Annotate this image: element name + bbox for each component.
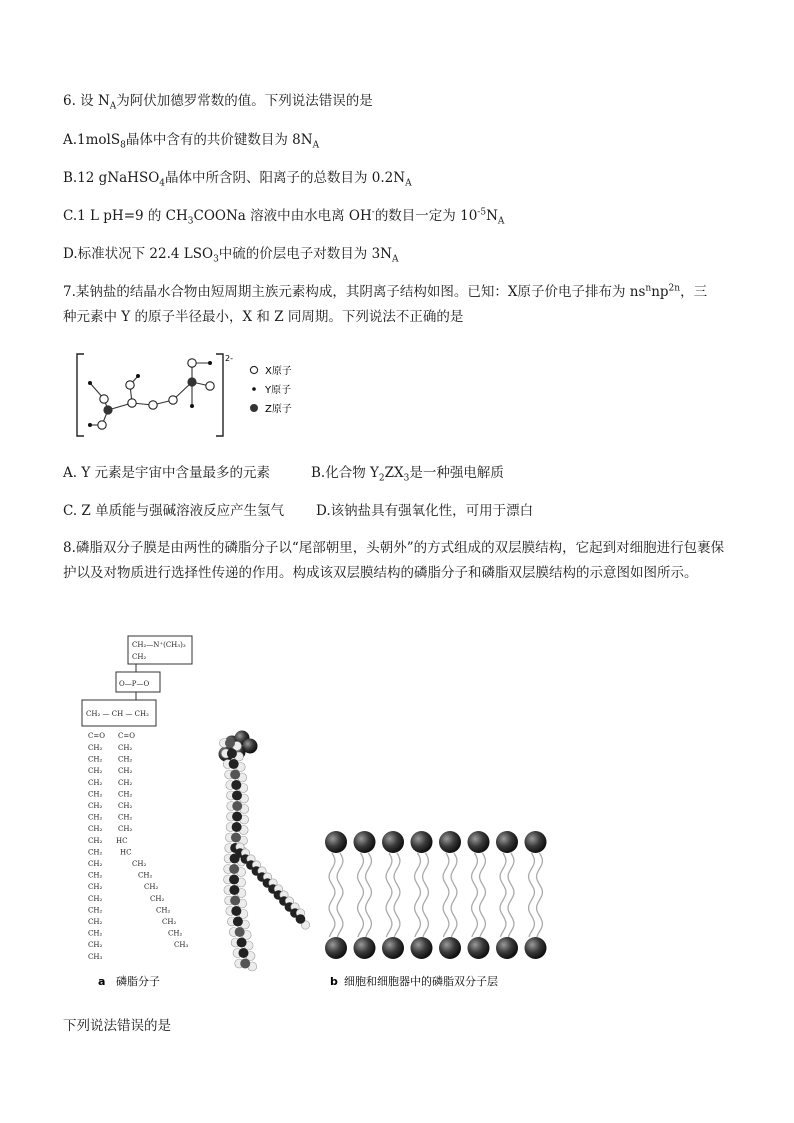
lipid-tail <box>500 853 506 937</box>
lipid-head-top <box>468 831 490 853</box>
chain-ch2-label: CH₂ <box>88 894 103 903</box>
carbon-atom <box>225 738 235 748</box>
lipid-head-top <box>382 831 404 853</box>
q7-option-b <box>311 464 504 482</box>
chain-ch2-label: CH₂ <box>162 918 177 926</box>
chain-ch2-label: CH₂ <box>118 802 133 810</box>
q6-d-sub: 3 <box>213 254 219 265</box>
carbon-atom <box>238 948 248 958</box>
chain-ch2-label: CH₂ <box>88 906 103 915</box>
legend-y-marker <box>252 387 256 391</box>
chain-ch2-label: CH₂ <box>88 929 103 938</box>
x-atom <box>100 395 108 403</box>
x-atom <box>188 359 196 367</box>
q7-stem-line1 <box>63 283 707 301</box>
lipid-tail <box>480 853 486 937</box>
x-atom <box>98 421 106 429</box>
carbon-atom <box>233 917 243 927</box>
q6-c-text-3: 的数目一定为 10 <box>374 208 478 224</box>
structural-formula <box>82 636 192 961</box>
chain-hc-label: HC <box>120 848 132 857</box>
chain-ch2-label: CH₂ <box>88 883 103 892</box>
caption-b-text: 细胞和细胞器中的磷脂双分子层 <box>344 975 498 988</box>
carbon-atom <box>237 938 247 948</box>
q6-d-text: D.标准状况下 22.4 LSO <box>63 246 214 262</box>
q8-footer: 下列说法错误的是 <box>63 1018 171 1034</box>
chain-ch2-label: CH₂ <box>156 906 171 915</box>
lipid-tail <box>415 853 421 937</box>
phosphate-label: O—P—O <box>119 680 150 688</box>
bond-lines <box>90 363 210 425</box>
chain-ch2-label: CH₂ <box>118 813 133 822</box>
x-atom <box>128 399 136 407</box>
carbon-atom <box>230 896 240 906</box>
carbon-atom <box>240 959 250 969</box>
chain-ch2-label: CH₂ <box>88 941 103 950</box>
q7-stem-text-3: ，三 <box>680 284 708 300</box>
q7-option-a: A. Y 元素是宇宙中含量最多的元素 <box>63 465 271 481</box>
lipid-head-bottom <box>382 937 404 959</box>
q6-d-sub-2: A <box>392 254 399 265</box>
carbon-atom <box>231 780 241 790</box>
carbon-atom <box>229 759 239 769</box>
q6-a-text: A.1molS <box>63 132 121 148</box>
q6-c-sup: - <box>371 207 375 218</box>
q6-stem-text: 6. 设 N <box>63 93 110 109</box>
q7-stem-text: 7.某钠盐的结晶水合物由短周期主族元素构成，其阴离子结构如图。已知：X原子价电子排布为 ns <box>63 284 646 300</box>
lipid-head-bottom <box>325 937 347 959</box>
lipid-tail <box>451 853 457 937</box>
lipid-head-top <box>411 831 433 853</box>
q6-option-c <box>63 207 504 225</box>
q8-stem: 8.磷脂双分子膜是由两性的磷脂分子以“尾部朝里，头朝外”的方式组成的双层膜结构，它起到对细胞进行包裹保护以及对物质进行选择性传递的作用。构成该双层膜结构的磷脂分子和磷脂双层膜结构的示意图如图所示。 <box>63 540 725 581</box>
q6-b-sub-2: A <box>405 178 412 189</box>
z-atom <box>103 405 112 414</box>
chain-ch2-label: CH₂ <box>118 744 133 752</box>
q7-option-d: D.该钠盐具有强氧化性，可用于漂白 <box>316 503 534 519</box>
q6-d-text-2: 中硫的价层电子对数目为 3N <box>218 246 392 262</box>
carbon-atom <box>232 822 242 832</box>
carbonyl-label: C=O <box>118 732 135 740</box>
lipid-tail <box>443 853 449 937</box>
choline-label: CH₂—N⁺(CH₃)₃ <box>132 641 186 649</box>
lipid-tail <box>386 853 392 937</box>
phospholipid-bilayer <box>325 831 547 959</box>
chain-hc-label: HC <box>116 836 128 845</box>
q6-option-d <box>63 245 399 263</box>
carbon-atom <box>227 749 237 759</box>
chain-ch2-label: CH₂ <box>118 755 133 764</box>
chain-ch2-label: CH₂ <box>118 767 133 776</box>
chain-ch2-label: CH₂ <box>88 778 103 787</box>
legend-x-marker <box>250 366 257 373</box>
charge-label: 2- <box>225 354 233 363</box>
carbon-atom <box>230 770 240 780</box>
x-atom <box>206 382 214 390</box>
chain-ch2-label: CH₂ <box>168 929 183 938</box>
q6-a-text-2: 晶体中含有的共价键数目为 8N <box>125 132 313 148</box>
lipid-tail <box>394 853 400 937</box>
q6-option-a <box>63 131 319 149</box>
lipid-head-bottom <box>354 937 376 959</box>
q6-option-b <box>63 169 412 187</box>
lipid-head-bottom <box>496 937 518 959</box>
chain-ch2-label: CH₂ <box>88 871 103 880</box>
y-atom <box>88 381 92 385</box>
chain-ch2-label: CH₂ <box>118 778 133 787</box>
q7-b-sub-2: 3 <box>403 473 410 484</box>
space-filling-model <box>219 731 310 972</box>
chain-ch2-label: CH₂ <box>132 860 147 868</box>
q6-c-sup-2: -5 <box>477 207 487 218</box>
carbon-atom <box>231 906 241 916</box>
caption-a-label: a <box>98 975 106 988</box>
chain-ch2-label: CH₂ <box>88 825 103 834</box>
q6-c-text: C.1 L pH=9 的 CH <box>63 208 188 224</box>
q7-option-c: C. Z 单质能与强碱溶液反应产生氢气 <box>63 503 285 519</box>
choline-ch2-label: CH₂ <box>132 653 147 661</box>
chain-ch3-label: CH₃ <box>88 952 103 961</box>
chain-ch2-label: CH₂ <box>88 755 103 764</box>
atoms <box>88 359 214 429</box>
q6-c-text-4: N <box>486 208 498 224</box>
lipid-head-bottom <box>468 937 490 959</box>
chain-ch2-label: CH₂ <box>150 894 165 903</box>
lipid-head-top <box>354 831 376 853</box>
q7-b-sub: 2 <box>378 473 385 484</box>
q7-stem-sup: n <box>645 283 652 294</box>
q7-stem-sup-2: 2n <box>668 283 681 294</box>
x-atom <box>149 401 157 409</box>
lipid-tail <box>529 853 535 937</box>
q7-b-text: B.化合物 Y <box>311 465 379 481</box>
legend-z-label: Z原子 <box>265 404 292 415</box>
q6-b-sub: 4 <box>159 178 166 189</box>
lipid-head-top <box>525 831 547 853</box>
carbon-atom <box>235 927 245 937</box>
carbon-atom <box>232 812 242 822</box>
q6-stem-text-2: 为阿伏加德罗常数的值。下列说法错误的是 <box>116 93 373 109</box>
lipid-head-bottom <box>411 937 433 959</box>
caption-b-label: b <box>330 975 338 988</box>
legend-y-label: Y原子 <box>265 385 292 396</box>
lipid-head-top <box>325 831 347 853</box>
q7-b-text-3: 是一种强电解质 <box>409 465 504 481</box>
phospholipid-figure <box>80 628 580 993</box>
q7-b-text-2: ZX <box>384 465 404 481</box>
x-atom <box>169 396 177 404</box>
chain-ch2-label: CH₂ <box>118 825 133 834</box>
lipid-head-bottom <box>439 937 461 959</box>
chain-ch2-label: CH₂ <box>88 918 103 926</box>
lipid-tail <box>423 853 429 937</box>
legend-z-marker <box>250 404 258 412</box>
chain-ch2-label: CH₂ <box>88 802 103 810</box>
chain-ch2-label: CH₂ <box>88 767 103 776</box>
lipid-tail <box>537 853 543 937</box>
lipid-tail <box>337 853 343 937</box>
q6-b-text-2: 晶体中所含阴、阳离子的总数目为 0.2N <box>165 170 406 186</box>
q6-stem-sub: A <box>109 101 117 112</box>
chain-ch2-label: CH₂ <box>88 744 103 752</box>
chain-ch2-label: CH₂ <box>144 883 159 892</box>
chain-ch2-label: CH₂ <box>88 813 103 822</box>
chain-ch2-label: CH₂ <box>88 848 103 857</box>
lipid-tail <box>508 853 514 937</box>
lipid-head-top <box>496 831 518 853</box>
chain-ch2-label: CH₂ <box>118 790 133 799</box>
carbon-atom <box>231 833 241 843</box>
y-atom <box>208 361 212 365</box>
y-atom <box>136 374 140 378</box>
y-atom <box>190 404 194 408</box>
q6-c-text-2: COONa 溶液中由水电离 OH <box>193 208 372 224</box>
carbon-atom <box>232 801 242 811</box>
y-atom <box>88 423 92 427</box>
carbon-atom <box>229 885 239 895</box>
q6-b-text: B.12 gNaHSO <box>63 170 160 186</box>
chain-ch2-label: CH₂ <box>88 860 103 868</box>
q7-stem-text-2: np <box>651 284 669 300</box>
chain-ch2-label: CH₂ <box>88 836 103 845</box>
lipid-tail <box>329 853 335 937</box>
q6-a-sub: 8 <box>120 140 126 151</box>
lipid-head-bottom <box>525 937 547 959</box>
chain-ch3-label: CH₃ <box>174 941 189 950</box>
legend-x-label: X原子 <box>265 366 292 377</box>
bracket-left <box>77 354 84 436</box>
carbon-atom <box>229 864 239 874</box>
q6-stem <box>63 92 373 110</box>
q6-c-sub: 3 <box>187 216 194 227</box>
lipid-head-top <box>439 831 461 853</box>
z-atom <box>187 377 196 386</box>
carbon-atom <box>229 875 239 885</box>
q6-c-sub-2: A <box>497 216 505 227</box>
carbon-atom <box>232 791 242 801</box>
lipid-tail <box>358 853 364 937</box>
anion-structure-figure <box>72 350 352 442</box>
q6-a-sub-2: A <box>312 140 320 151</box>
lipid-tail <box>472 853 478 937</box>
carbon-atom <box>296 914 306 924</box>
lipid-tail <box>366 853 372 937</box>
legend <box>250 365 292 415</box>
caption-a-text: 磷脂分子 <box>116 975 160 988</box>
x-atom <box>126 381 134 389</box>
chain-ch2-label: CH₂ <box>88 790 103 799</box>
glycerol-label: CH₂ — CH — CH₂ <box>86 710 149 718</box>
q7-stem-line2: 种元素中 Y 的原子半径最小，X 和 Z 同周期。下列说法不正确的是 <box>63 309 464 325</box>
fatty-acid-chains <box>88 732 188 961</box>
carbonyl-label: C=O <box>88 732 105 740</box>
chain-ch2-label: CH₂ <box>138 871 153 880</box>
bracket-right <box>216 354 223 436</box>
